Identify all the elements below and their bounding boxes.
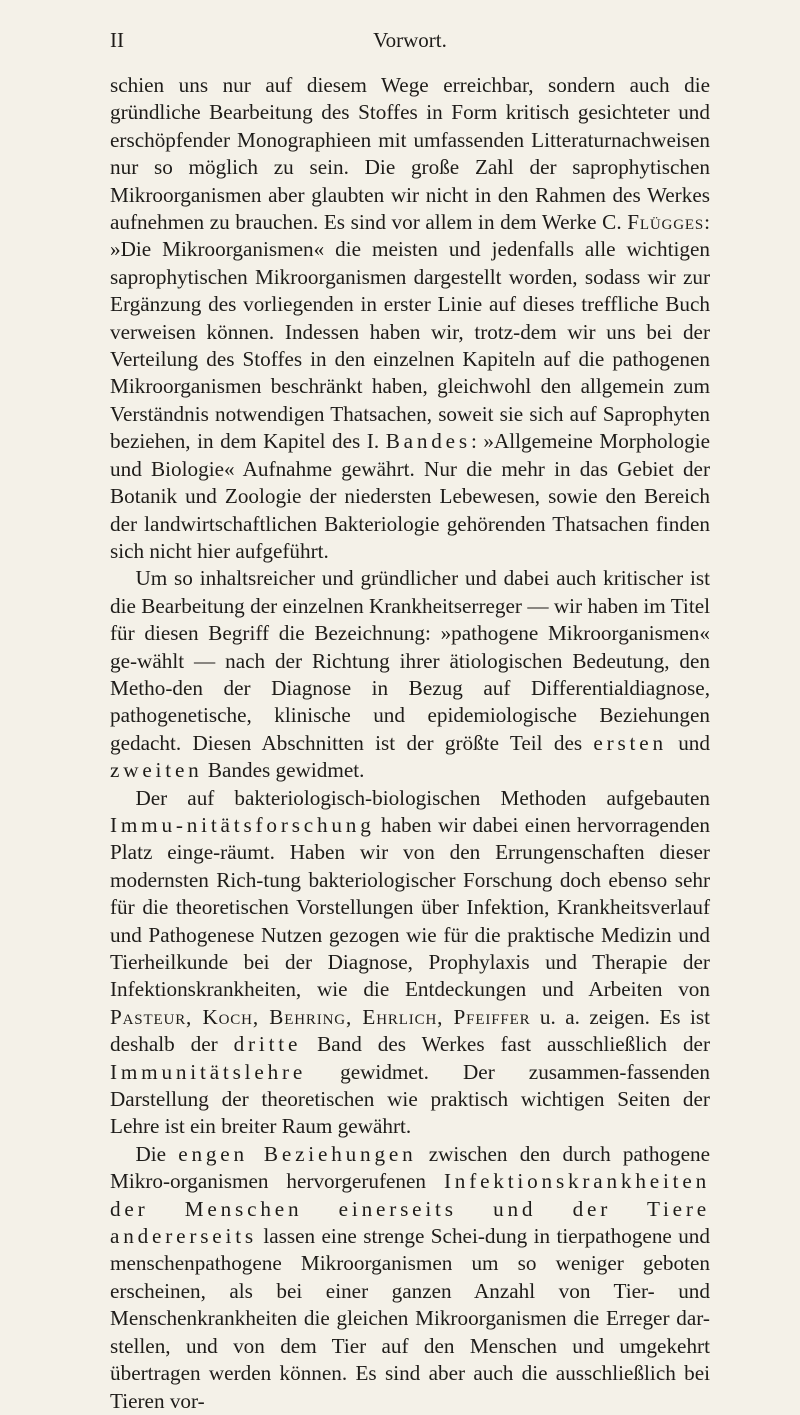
spaced-emphasis: dritte — [233, 1032, 302, 1057]
text-run: : »Die Mikroorganismen« die meisten und jedenfalls alle wichtigen saprophytischen Mikroorganismen dargestellt worden, sodass wir zur Ergänzung des vorliegenden in erster Linie auf dieses treffliche Buch verweisen können. Indessen haben wir, trotz-dem wir uns bei der Verteilung des Stoffes in den einzelnen Kapiteln auf die pathogenen Mikroorganismen beschränkt haben, gleichwohl den allgemein zum Verständnis notwendigen Thatsachen, soweit sie sich auf Saprophyten beziehen, in dem Kapitel des I. — [110, 210, 710, 454]
text-run: lassen eine strenge Schei-dung in tierpathogene und menschenpathogene Mikroorganismen um so weniger geboten erscheinen, als bei einer ganzen Anzahl von Tier- und Menschenkrankheiten die gleichen Mikroorganismen die Erreger dar-stellen, und von dem Tier auf den Menschen und umgekehrt übertragen werden können. Es sind aber auch die ausschließlich bei Tieren vor- — [110, 1224, 710, 1413]
paragraph-4 — [110, 1141, 710, 1415]
spaced-emphasis: Immunitätslehre — [110, 1059, 307, 1084]
page-number: II — [110, 28, 124, 52]
text-run: und — [666, 730, 710, 755]
spaced-emphasis: engen Beziehungen — [178, 1141, 417, 1166]
spaced-emphasis: Immu-nitätsforschung — [110, 812, 375, 837]
text-run: Der auf bakteriologisch-biologischen Methoden aufgebauten — [135, 785, 710, 810]
spaced-emphasis: ersten — [593, 730, 667, 755]
text-run: Die — [135, 1141, 179, 1166]
text-run: : »Allgemeine Morphologie und Biologie« Aufnahme gewährt. Nur die mehr in das Gebiet der Botanik und Zoologie der niedersten Lebewesen, sowie den Bereich der landwirtschaftlichen Bakteriologie gehörenden Thatsachen finden sich nicht hier aufgeführt. — [110, 429, 710, 563]
running-head — [110, 28, 710, 58]
spaced-emphasis: Bandes — [385, 429, 471, 454]
paragraph-2 — [110, 565, 710, 784]
text-run: gewidmet. Der zusammen-fassenden Darstellung der theoretischen wie praktisch wichtigen Seiten der Lehre ist ein breiter Raum gewährt. — [110, 1059, 710, 1139]
author-name: Flügges — [627, 210, 705, 235]
text-run: zwischen den durch pathogene Mikro-organismen hervorgerufenen — [110, 1141, 711, 1194]
paragraph-1 — [110, 72, 710, 565]
text-run: Um so inhaltsreicher und gründlicher und dabei auch kritischer ist die Bearbeitung der einzelnen Krankheitserreger — wir haben im Titel für diesen Begriff die Bezeichnung: »pathogene Mikroorganismen« ge-wählt — nach der Richtung ihrer ätiologischen Bedeutung, den Metho-den der Diagnose in Bezug auf Differentialdiagnose, pathogenetische, klinische und epidemiologische Beziehungen gedacht. Diesen Abschnitten ist der größte Teil des — [110, 566, 710, 755]
body-text — [110, 72, 710, 1415]
text-run: Band des Werkes fast ausschließlich der — [301, 1032, 711, 1057]
author-names: Pasteur, Koch, Behring, Ehrlich, Pfeiffer — [110, 1004, 531, 1029]
text-run: Bandes gewidmet. — [202, 758, 365, 783]
text-run: u. a. zeigen. Es ist deshalb der — [110, 1004, 710, 1057]
text-run: schien uns nur auf diesem Wege erreichbar, sondern auch die gründliche Bearbeitung des Stoffes in Form kritisch gesichteter und erschöpfender Monographieen mit umfassenden Litteraturnachweisen nur so möglich zu sein. Die große Zahl der saprophytischen Mikroorganismen aber glaubten wir nicht in den Rahmen des Werkes aufnehmen zu brauchen. Es sind vor allem in dem Werke C. — [110, 73, 710, 235]
section-title: Vorwort. — [373, 28, 447, 52]
spaced-emphasis: Infektionskrankheiten der Menschen einerseits und der Tiere andererseits — [110, 1169, 710, 1249]
text-run: haben wir dabei einen hervorragenden Platz einge-räumt. Haben wir von den Errungenschaften dieser modernsten Rich-tung bakteriologischer Forschung doch ebenso sehr für die theoretischen Vorstellungen über Infektion, Krankheitsverlauf und Pathogenese Nutzen gezogen wie für die praktische Medizin und Tierheilkunde bei der Diagnose, Prophylaxis und Therapie der Infektionskrankheiten, wie die Entdeckungen und Arbeiten von — [110, 812, 710, 1002]
paragraph-3 — [110, 785, 710, 1141]
spaced-emphasis: zweiten — [110, 758, 203, 783]
